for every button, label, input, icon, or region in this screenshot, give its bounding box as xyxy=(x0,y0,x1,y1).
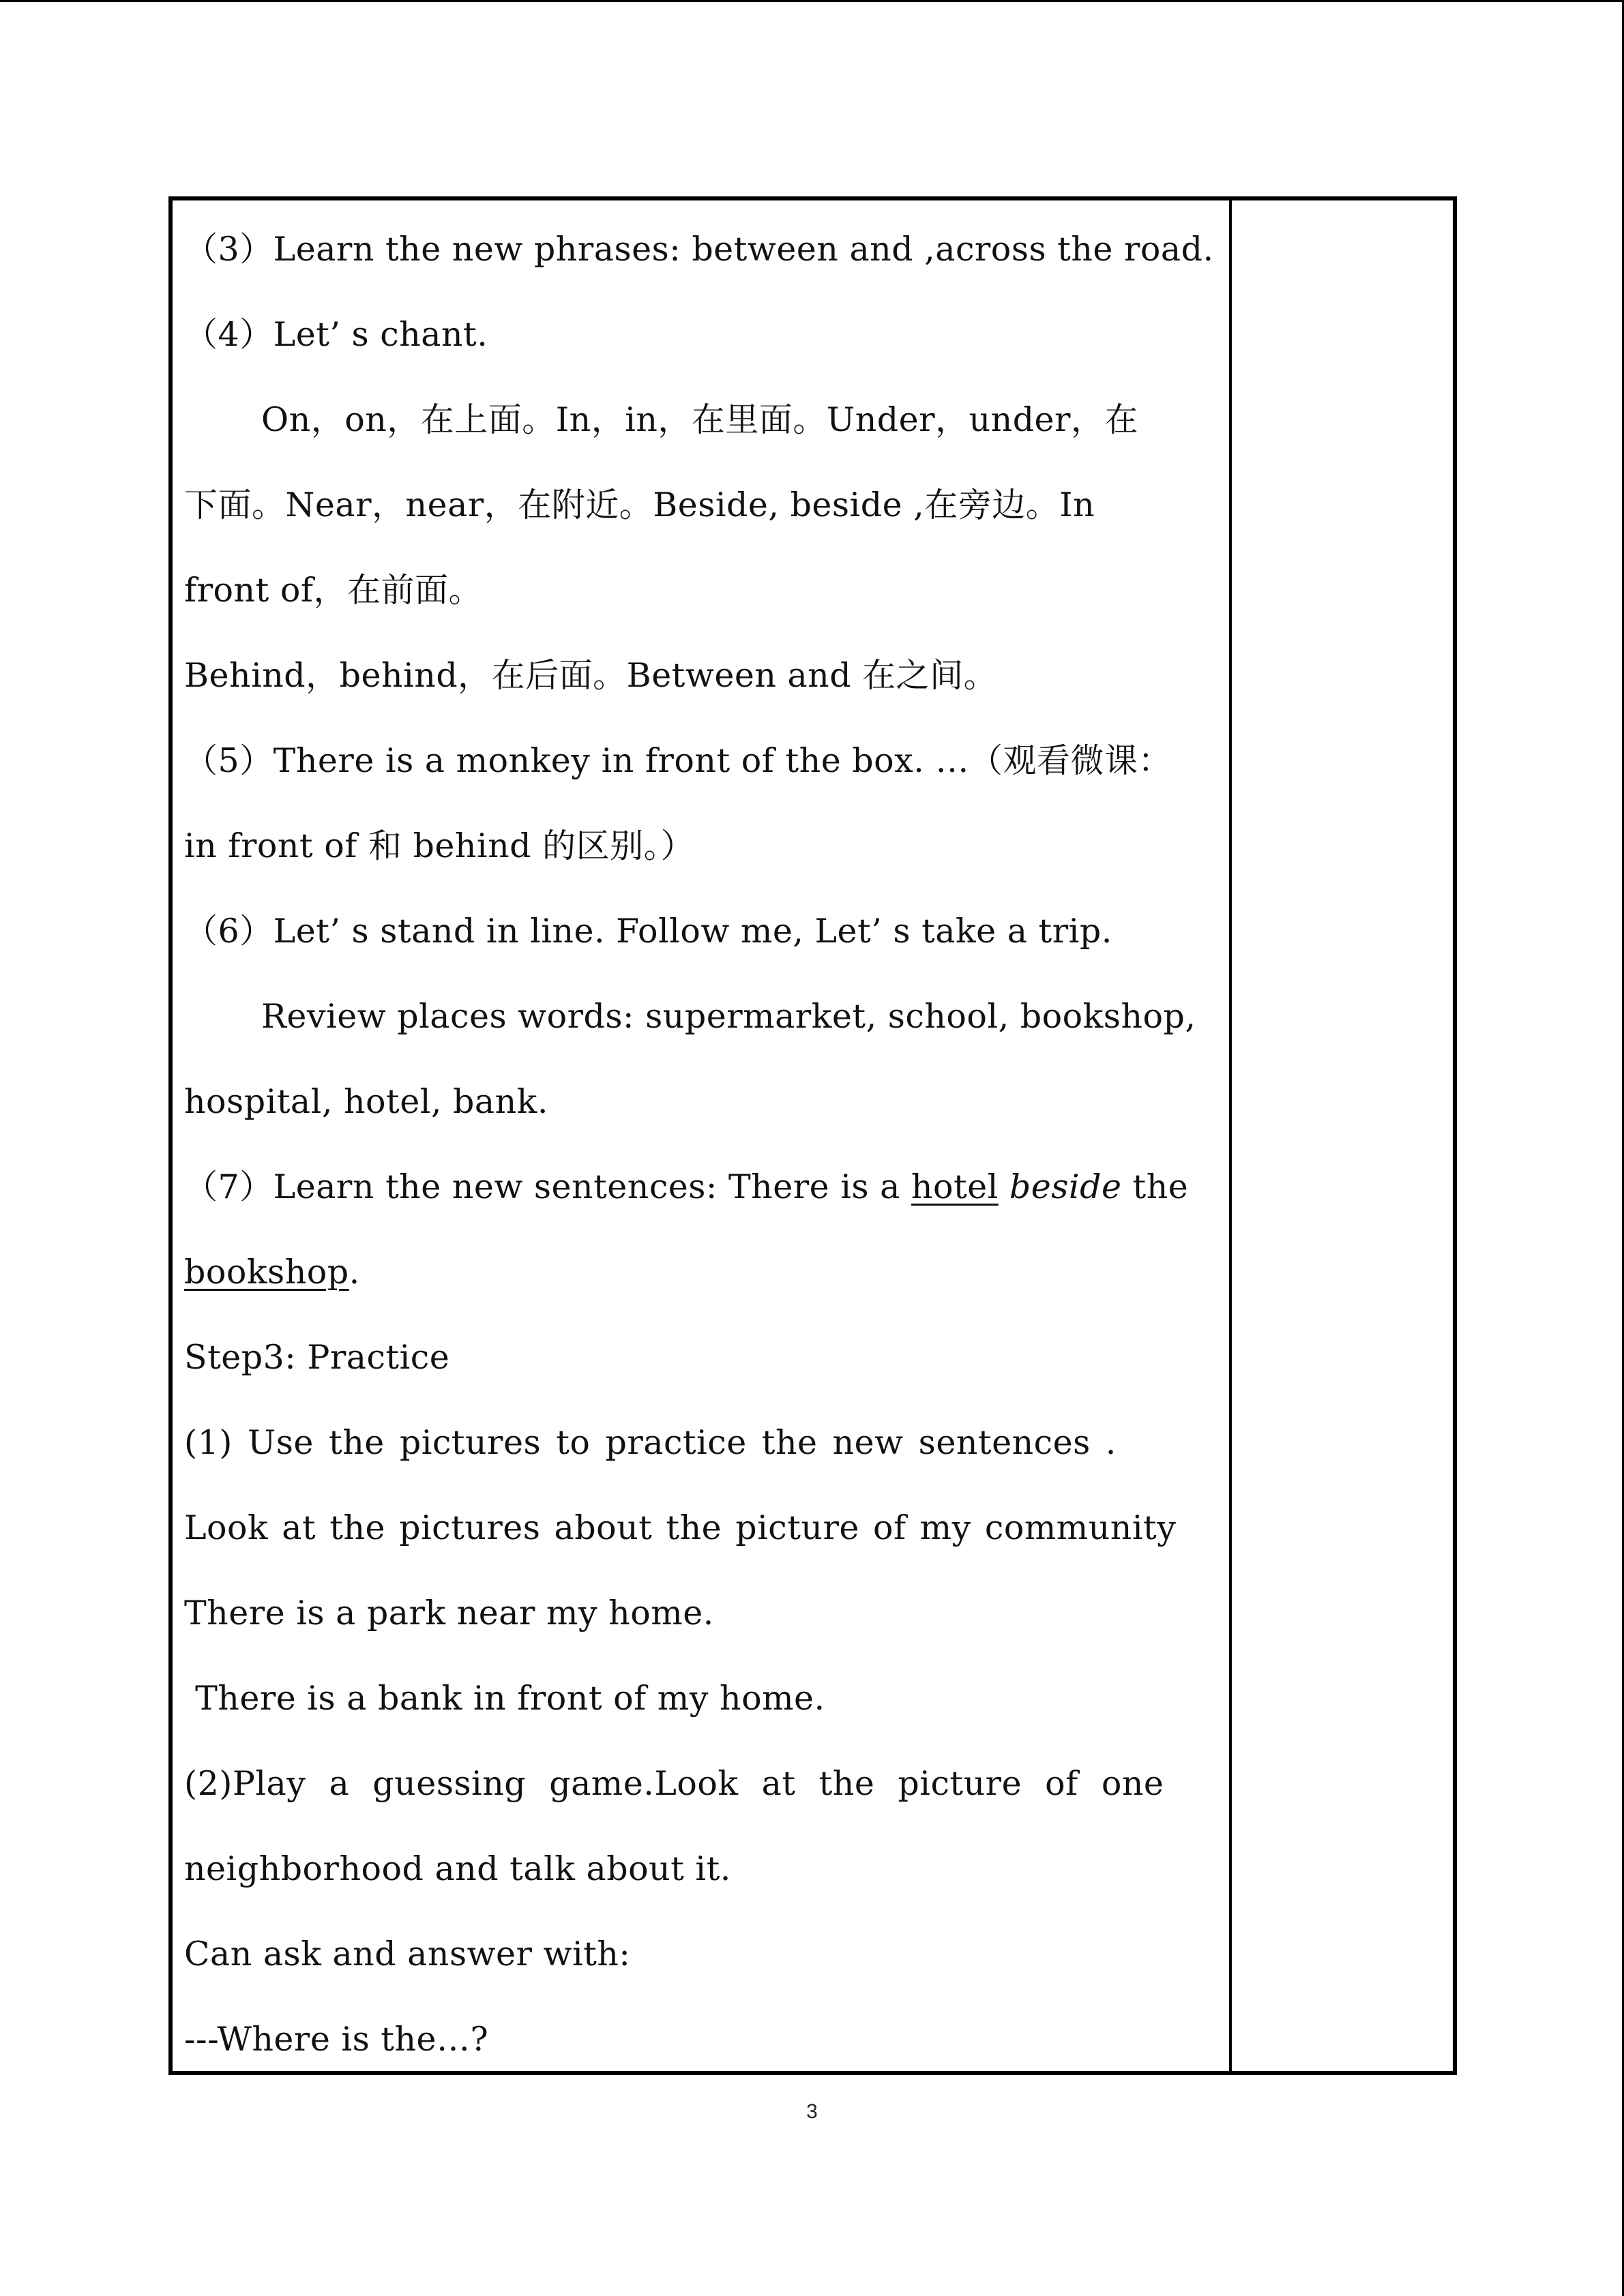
places-list-line: hospital, hotel, bank. xyxy=(184,1082,548,1121)
chant-text-line-2: 下面。Near，near，在附近。Beside, beside ,在旁边。In xyxy=(184,486,1095,524)
bank-sentence-line: There is a bank in front of my home. xyxy=(184,1679,825,1718)
chant-text-line-3: front of，在前面。 xyxy=(184,571,483,610)
community-line: Look at the pictures about the picture of my community xyxy=(184,1508,1177,1547)
sentence-prefix: （7）Learn the new sentences: There is a xyxy=(184,1167,911,1206)
sentence-period: . xyxy=(349,1253,360,1292)
neighborhood-line: neighborhood and talk about it. xyxy=(184,1849,731,1888)
ask-answer-line: Can ask and answer with: xyxy=(184,1935,631,1973)
new-sentences-continuation xyxy=(184,1252,360,1293)
guessing-game-line: (2)Play a guessing game.Look at the picture of one xyxy=(184,1764,1164,1803)
word-space xyxy=(999,1167,1009,1206)
review-places-line: Review places words: supermarket, school, bookshop, xyxy=(261,997,1196,1036)
monkey-step-line: （5）There is a monkey in front of the box. …（观看微课： xyxy=(184,741,1172,780)
micro-lesson-line: in front of 和 behind 的区别。） xyxy=(184,826,695,865)
park-sentence-line: There is a park near my home. xyxy=(184,1594,714,1632)
where-question-line: ---Where is the…? xyxy=(184,2020,489,2059)
underlined-place-hotel: hotel xyxy=(911,1167,999,1206)
lesson-plan-table xyxy=(168,196,1457,2075)
chant-text-line-4: Behind，behind，在后面。Between and 在之间。 xyxy=(184,656,998,695)
practice-step-heading: Step3: Practice xyxy=(184,1338,450,1377)
page-number: 3 xyxy=(806,2100,818,2123)
notes-column-divider xyxy=(1229,200,1232,2071)
sentence-article: the xyxy=(1121,1167,1189,1206)
page-top-border xyxy=(0,0,1624,2)
stand-in-line-step: （6）Let’ s stand in line. Follow me, Let’ s take a trip. xyxy=(184,912,1112,951)
underlined-place-bookshop: bookshop xyxy=(184,1253,349,1292)
new-sentences-step-line xyxy=(184,1167,1188,1208)
phrases-step-line: （3）Learn the new phrases: between and ,across the road. xyxy=(184,230,1214,269)
chant-step-line: （4）Let’ s chant. xyxy=(184,315,488,354)
italic-preposition: beside xyxy=(1009,1167,1122,1206)
chant-text-line-1: On，on，在上面。In，in，在里面。Under，under，在 xyxy=(261,400,1138,439)
practice-item-1: (1) Use the pictures to practice the new sentences . xyxy=(184,1423,1117,1462)
